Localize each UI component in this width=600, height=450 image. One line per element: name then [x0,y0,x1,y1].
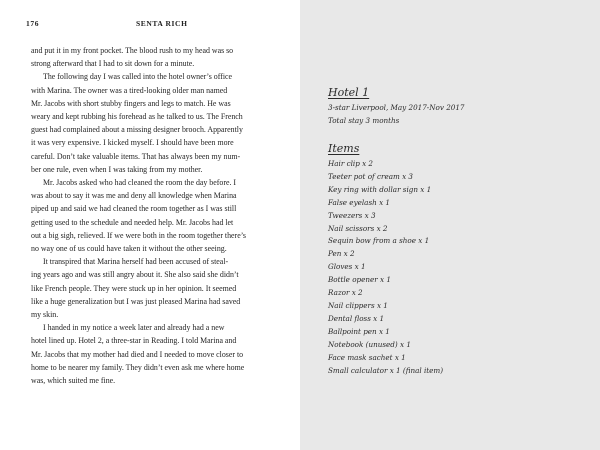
text-line: Mr. Jacobs asked who had cleaned the room the day before. I [43,178,237,188]
text-line: like French people. They were stuck up in her opinion. It seemed [31,283,237,293]
text-line: guest had complained about a missing designer brooch. Apparently [31,125,243,135]
text-line: was, which suited me fine. [31,376,116,386]
page-number: 176 [26,19,40,28]
list-item: Teeter pot of cream x 3 [328,171,413,181]
items-heading: Items [328,142,360,155]
list-item: Gloves x 1 [328,262,366,272]
hotel-heading: Hotel 1 [328,86,370,99]
text-line: it was very expensive. I kicked myself. I should have been more [31,138,234,148]
list-item: Hair clip x 2 [328,159,373,168]
text-line: It transpired that Marina herself had been accused of steal- [43,257,229,267]
body-text [31,44,286,387]
text-line: ing years ago and was still angry about it. She also said she didn’t [31,270,239,280]
list-item: False eyelash x 1 [328,197,390,207]
text-line: I handed in my notice a week later and already had a new [43,323,225,333]
hotel-detail: Total stay 3 months [328,115,400,125]
list-item: Tweezers x 3 [328,210,376,220]
text-line: getting used to the schedule and needed help. Mr. Jacobs had let [31,217,234,227]
text-line: Mr. Jacobs that my mother had died and I needed to move closer to [31,349,244,359]
text-line: strong afterward that I had to sit down for a minute. [31,59,195,69]
hotel-section [328,86,558,128]
text-line: out a big sigh, relieved. If we were both in the room together there’s [31,230,246,240]
list-item: Nail clippers x 1 [328,300,388,310]
hotel-detail: 3-star Liverpool, May 2017-Nov 2017 [328,103,465,112]
items-section [328,142,558,377]
text-line: like a huge generalization but I was just pleased Marina had saved [31,296,241,306]
list-item: Pen x 2 [328,249,355,259]
list-item: Small calculator x 1 (final item) [328,365,444,375]
text-line: home to be nearer my family. They didn’t even ask me where home [31,362,245,372]
text-line: no way one of us could have taken it without the other seeing. [31,244,227,254]
text-line: with Marina. The owner was a tired-looking older man named [31,85,228,95]
items-list [328,158,558,377]
list-item: Ballpoint pen x 1 [328,326,390,336]
text-line: my skin. [31,310,59,320]
text-line: Mr. Jacobs with short stubby fingers and legs to match. He was [31,98,231,108]
list-item: Key ring with dollar sign x 1 [328,184,432,194]
text-line: The following day I was called into the hotel owner’s office [43,72,233,82]
list-item: Bottle opener x 1 [328,275,391,285]
running-title: SENTA RICH [136,19,188,28]
list-item: Dental floss x 1 [328,313,385,323]
list-item: Razor x 2 [328,288,363,298]
running-head [26,19,281,31]
list-item: Sequin bow from a shoe x 1 [328,236,430,246]
text-line: careful. Don’t take valuable items. That has always been my num- [31,151,241,161]
list-item: Nail scissors x 2 [328,223,388,233]
text-line: and put it in my front pocket. The blood rush to my head was so [31,46,234,55]
list-item: Face mask sachet x 1 [328,352,406,362]
text-line: weary and kept rubbing his forehead as he talked to us. The French [31,112,243,122]
text-line: piped up and said we had cleaned the room together as I was still [31,204,237,214]
text-line: was about to say it was me and deny all knowledge when Marina [31,191,237,201]
list-item: Notebook (unused) x 1 [328,339,411,349]
text-line: ber one rule, even when I was taking from my mother. [31,164,203,174]
text-line: hotel lined up. Hotel 2, a three-star in Reading. I told Marina and [31,336,237,346]
